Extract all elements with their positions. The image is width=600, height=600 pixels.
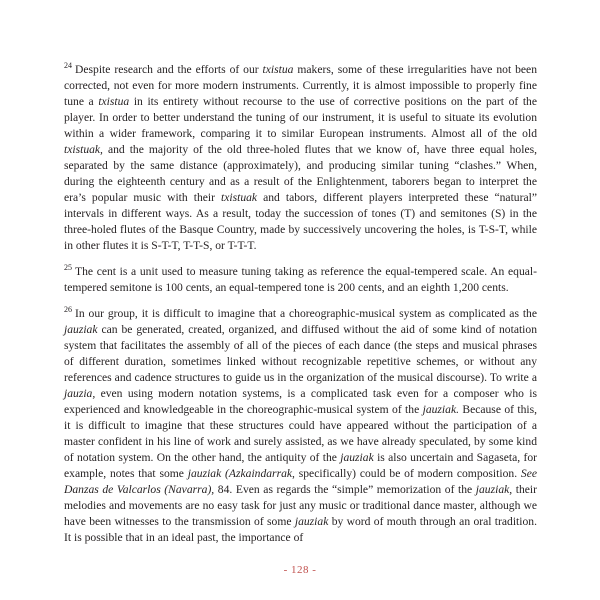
- footnote-text: makers, some of these irregularities have not been corrected, not even for more modern instruments. Currently, it is almost impossible to properly fine tune a: [64, 63, 537, 108]
- footnote-number: 24: [64, 61, 72, 71]
- italic-term: jauziak (Azkaindarrak: [187, 467, 293, 480]
- footnote-24: [64, 62, 537, 254]
- footnote-text: is also uncertain and Sagaseta, for example, notes that some: [64, 451, 537, 480]
- footnote-text: and tabors, different players interpreted these “natural” intervals in different ways. As a result, today the succession of tones (T) and semitones (S) in the three-holed flutes of the Basque Country, made by successively uncovering the holes, is T-S-T, while in other flutes it is S-T-T, T-T-S, or T-T-T.: [64, 191, 537, 252]
- italic-term: jauziak: [340, 451, 374, 464]
- footnote-text: by word of mouth through an oral tradition. It is possible that in an ideal past, the importance of: [64, 515, 537, 544]
- footnote-text: , specifically) could be of modern composition.: [292, 467, 521, 480]
- italic-term: jauziak.: [422, 403, 459, 416]
- italic-term: txistuak,: [64, 143, 103, 156]
- footnote-text: and the majority of the old three-holed flutes that we know of, have three equal holes, separated by the same distance (approximately), and producing similar tuning “clashes.” When, during the eighteenth century and as a result of the Enlightenment, taborers began to interpret the era’s popular music with their: [64, 143, 537, 204]
- italic-term: jauziak,: [475, 483, 513, 496]
- footnote-number: 25: [64, 263, 72, 273]
- italic-term: jauziak: [294, 515, 329, 528]
- footnote-text: The cent is a unit used to measure tuning taking as reference the equal-tempered scale. An equal-tempered semitone is 100 cents, an equal-tempered tone is 200 cents, and an eighth 1,200 cents.: [64, 265, 537, 294]
- footnote-25: [64, 264, 537, 296]
- italic-term: txistuak: [221, 191, 258, 204]
- footnotes-block: [64, 62, 537, 546]
- footnote-text: In our group, it is difficult to imagine that a choreographic-musical system as complicated as the: [75, 307, 537, 320]
- footnote-text: 84. Even as regards the “simple” memorization of the: [214, 483, 476, 496]
- italic-term: txistua: [262, 63, 294, 76]
- footnote-text: even using modern notation systems, is a complicated task even for a composer who is experienced and knowledgeable in the choreographic-musical system of the: [64, 387, 537, 416]
- footnote-text: in its entirety without recourse to the use of corrective positions on the part of the player. In order to better understand the tuning of our instrument, it is useful to situate its evolution within a wider framework, comparing it to similar European instruments. Almost all of the old: [64, 95, 538, 140]
- italic-term: txistua: [98, 95, 130, 108]
- italic-term: See Danzas de Valcarlos (Navarra),: [64, 467, 537, 496]
- footnote-text: can be generated, created, organized, and diffused without the aid of some kind of notation system that facilitates the assembly of all of the pieces of each dance (the steps and musical phrases of different duration, sometimes linked without recognizable repetitive schemes, or without any references and cadence structures to guide us in the organization of the musical discourse). To write a: [64, 323, 537, 384]
- footnote-text: their melodies and movements are no easy task for just any music or traditional dance master, although we have been witnesses to the transmission of some: [64, 483, 538, 528]
- italic-term: jauzia,: [64, 387, 96, 400]
- footnote-text: Because of this, it is difficult to imagine that these structures could have appeared without the participation of a master confident in his line of work and surely assisted, as we have already speculated, by some kind of notation system. On the other hand, the antiquity of the: [64, 403, 537, 464]
- page-number: - 128 -: [283, 564, 317, 576]
- footnote-text: Despite research and the efforts of our: [75, 63, 263, 76]
- footnote-26: [64, 306, 537, 546]
- italic-term: jauziak: [64, 323, 98, 336]
- footnote-number: 26: [64, 305, 72, 315]
